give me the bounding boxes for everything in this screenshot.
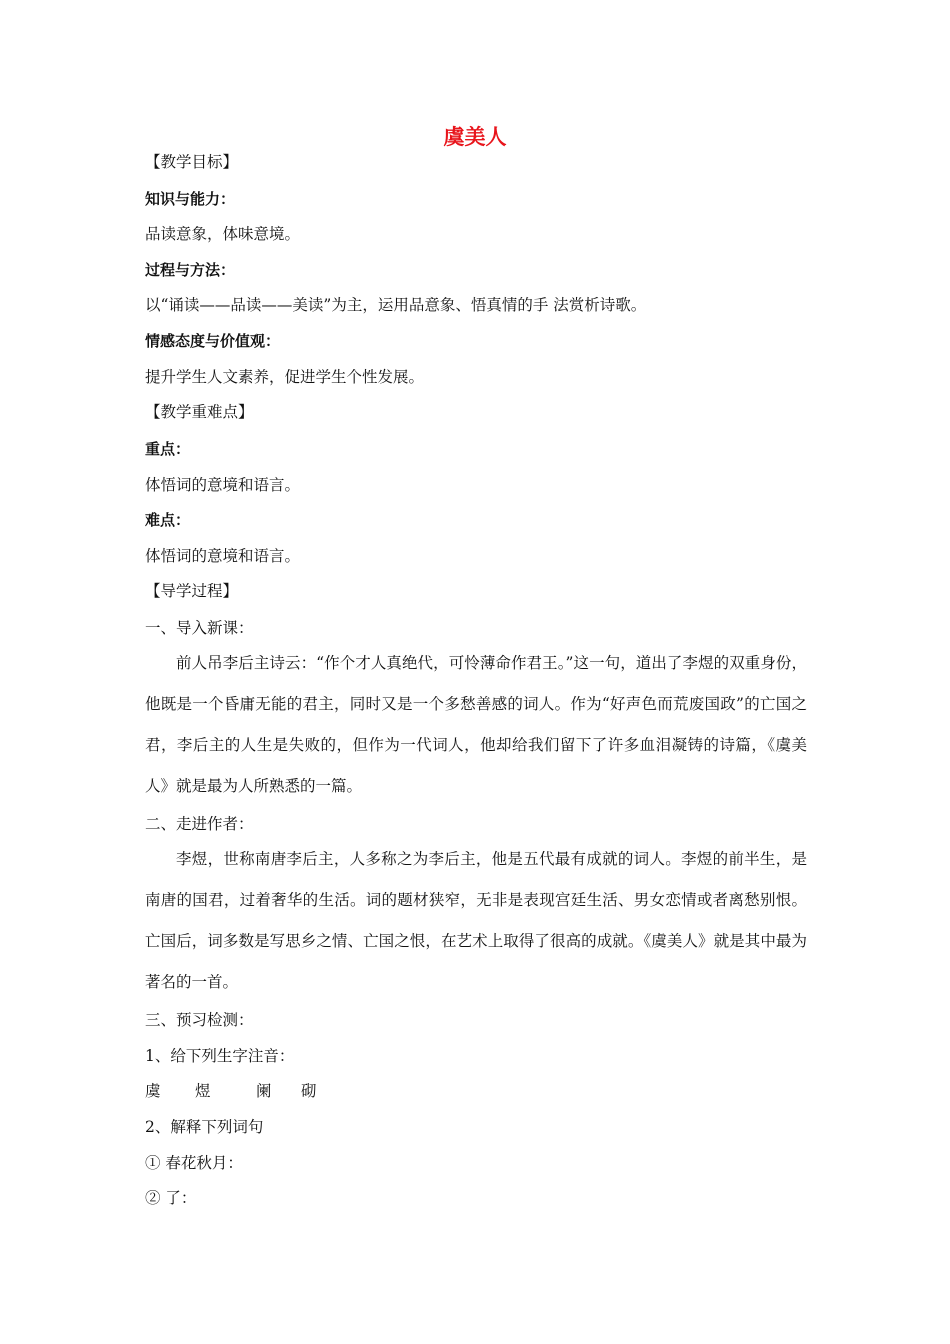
emotion-label: 情感态度与价值观： xyxy=(145,332,281,350)
focus-text: 体悟词的意境和语言。 xyxy=(145,476,301,494)
question2-item1: ① 春花秋月： xyxy=(145,1154,243,1172)
guide-header: 【导学过程】 xyxy=(145,582,239,600)
difficulty-text: 体悟词的意境和语言。 xyxy=(145,547,301,565)
part3-label: 三、预习检测： xyxy=(145,1011,254,1029)
knowledge-label: 知识与能力： xyxy=(145,190,236,208)
emotion-text: 提升学生人文素养，促进学生个性发展。 xyxy=(145,368,425,386)
char-yu2: 煜 xyxy=(195,1082,211,1100)
part2-label: 二、走进作者： xyxy=(145,815,254,833)
question1-characters xyxy=(145,1080,351,1102)
difficulty-label: 难点： xyxy=(145,511,191,529)
part1-paragraph: 前人吊李后主诗云：“作个才人真绝代，可怜薄命作君王。”这一句，道出了李煜的双重身份，他既是一个昏庸无能的君主，同时又是一个多愁善感的词人。作为“好声色而荒废国政”的亡国之君，李后主的人生是失败的，但作为一代词人，他却给我们留下了许多血泪凝铸的诗篇，《虞美人》就是最为人所熟悉的一篇。 xyxy=(145,654,807,795)
keypoints-header: 【教学重难点】 xyxy=(145,403,254,421)
char-qi: 砌 xyxy=(301,1082,317,1100)
question2-item2: ② 了： xyxy=(145,1189,197,1207)
char-lan: 阑 xyxy=(256,1082,272,1100)
question2-label: 2、解释下列词句 xyxy=(145,1118,264,1136)
knowledge-text: 品读意象，体味意境。 xyxy=(145,225,301,243)
process-text: 以“诵读——品读——美读”为主，运用品意象、悟真情的手 法赏析诗歌。 xyxy=(145,296,647,314)
document-title: 虞美人 xyxy=(443,125,507,149)
question1-label: 1、给下列生字注音： xyxy=(145,1047,295,1065)
char-yu: 虞 xyxy=(145,1082,161,1100)
part2-paragraph: 李煜，世称南唐李后主，人多称之为李后主，他是五代最有成就的词人。李煜的前半生，是南唐的国君，过着奢华的生活。词的题材狭窄，无非是表现宫廷生活、男女恋情或者离愁别恨。亡国后，词多数是写思乡之情、亡国之恨，在艺术上取得了很高的成就。《虞美人》就是其中最为著名的一首。 xyxy=(145,850,807,991)
part1-label: 一、导入新课： xyxy=(145,619,254,637)
process-label: 过程与方法： xyxy=(145,261,236,279)
goals-header: 【教学目标】 xyxy=(145,153,239,171)
focus-label: 重点： xyxy=(145,440,191,458)
